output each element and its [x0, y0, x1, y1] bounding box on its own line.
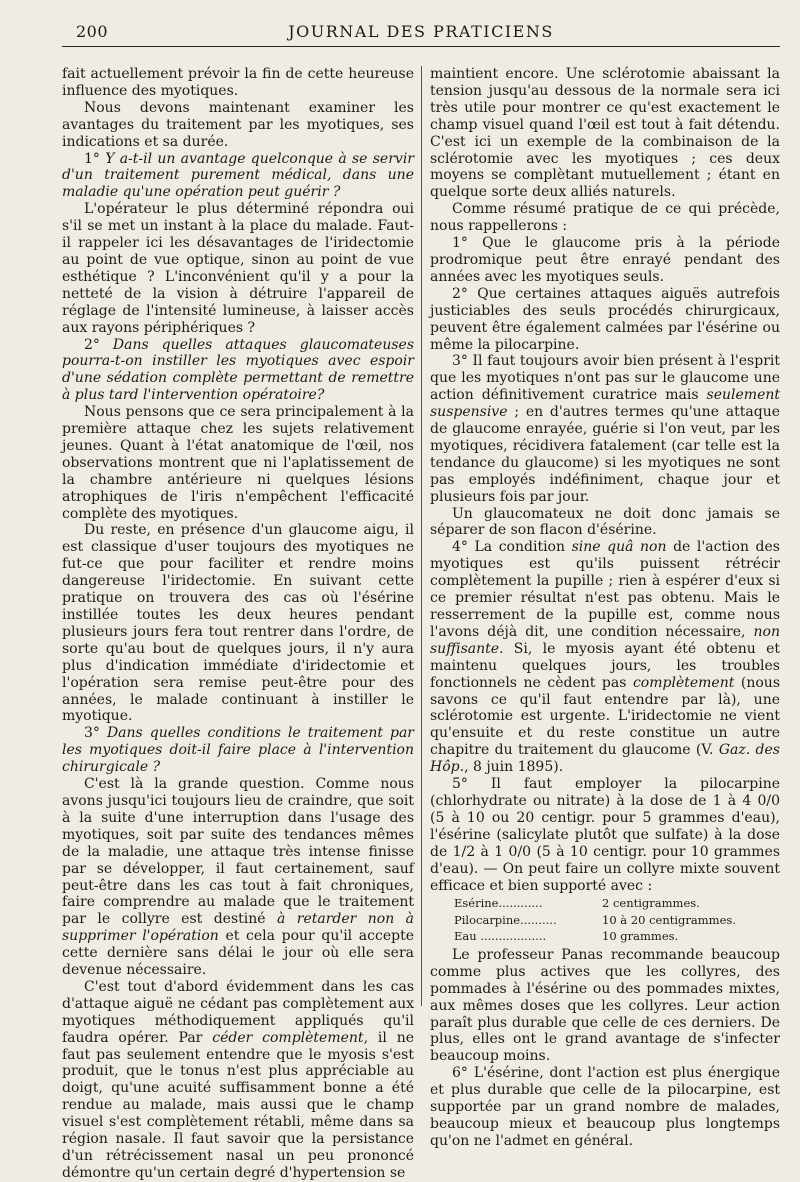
paragraph: [62, 404, 414, 522]
text-run: Nous pensons que ce sera principalement à la première attaque chez les sujets relativement jeunes. Quant à l'état anatomique de l'œil, nos observations montrent que ni l'aplatissement de la chambre antérieure ni quelques lésions atrophiques de l'iris n'empêchent l'efficacité complète des myotiques.: [62, 404, 414, 522]
text-run: fait actuellement prévoir la fin de cette heureuse influence des myotiques.: [62, 66, 414, 99]
paragraph: [62, 151, 414, 202]
italic-text: complètement: [632, 674, 735, 691]
paragraph: [430, 66, 780, 201]
paragraph: [430, 947, 780, 1065]
paragraph: [430, 235, 780, 286]
ingredient-name: Esérine............: [454, 896, 543, 911]
ingredient-name: Pilocarpine..........: [454, 912, 557, 927]
text-run: L'opérateur le plus déterminé répondra oui s'il se met un instant à la place du malade. Faut-il rappeler ici les désavantages de l'iridectomie au point de vue optique, sinon au point de vue esthétique ? L'inconvénient qu'il y a pour la netteté de la vision à détruire l'appareil de réglage de l'intensité lumineuse, à laisser accès aux rayons périphériques ?: [62, 201, 414, 336]
paragraph: [430, 539, 780, 776]
prescription-row: [430, 895, 780, 912]
column-divider: [421, 66, 422, 1006]
ingredient-dose: 10 à 20 centigrammes.: [602, 912, 736, 927]
paragraph: [62, 201, 414, 336]
journal-title: JOURNAL DES PRATICIENS: [288, 22, 554, 41]
right-column: [430, 66, 781, 1149]
prescription-table: [430, 895, 780, 945]
paragraph: [62, 776, 414, 979]
text-run: ; en d'autres termes qu'une attaque de glaucome enrayée, guérie si l'on veut, par les myotiques, récidivera fatalement (car telle est la tendance du glaucome) si les myotiques ne sont pas employés indéfiniment, chaque jour et plusieurs fois par jour.: [430, 404, 780, 505]
text-run: , il ne faut pas seulement entendre que le myosis s'est produit, que le tonus n'est plus appréciable au doigt, qu'une acuité suffisamment bonne a été rendue au malade, mais aussi que le champ visuel s'est complètement rétabli, même dans sa région nasale. Il faut savoir que la persistance d'un rétrécissement nasal un peu prononcé démontre qu'un certain degré d'hypertension se: [62, 1029, 415, 1181]
paragraph: [62, 337, 414, 405]
text-run: C'est là la grande question. Comme nous avons jusqu'ici toujours lieu de craindre, que soit à la suite d'une interruption dans l'usage des myotiques, soit par suite des tendances mêmes de la maladie, une attaque très intense finisse par se développer, il faut certainement, sauf peut-être dans les cas tout à fait chroniques, faire comprendre au malade que le traitement par le collyre est destiné: [62, 776, 414, 928]
text-run: Comme résumé pratique de ce qui précède, nous rappellerons :: [430, 201, 780, 235]
text-run: 5° Il faut employer la pilocarpine (chlorhydrate ou nitrate) à la dose de 1 à 4 0/0 (5 à 10 ou 20 centigr. pour 5 grammes d'eau), l'ésérine (salicylate plutôt que sulfate) à la dose de 1/2 à 1 0/0 (5 à 10 centigr. pour 10 grammes d'eau). — On peut faire un collyre mixte souvent efficace et bien supporté avec :: [430, 776, 780, 894]
paragraph: [430, 353, 780, 505]
paragraph: [62, 66, 414, 100]
text-run: , 8 juin 1895).: [464, 759, 564, 776]
paragraph: [430, 776, 780, 894]
italic-text: Y a-t-il un avantage quelconque à se servir d'un traitement purement médical, dans une maladie qu'une opération peut guérir ?: [62, 150, 414, 201]
left-column: [62, 66, 415, 1181]
prescription-row: [430, 912, 780, 929]
text-run: de l'action des myotiques est qu'ils puissent rétrécir complètement la pupille ; rien à espérer d'eux si ce premier résultat n'est pas obtenu. Mais le resserrement de la pupille est, comme nous l'avons déjà dit, une condition nécessaire,: [430, 539, 780, 640]
ingredient-name: Eau ..................: [454, 929, 547, 944]
paragraph: [430, 286, 780, 354]
text-run: 6° L'ésérine, dont l'action est plus énergique et plus durable que celle de la pilocarpine, est supportée par un grand nombre de malades, beaucoup mieux et beaucoup plus longtemps qu'on ne l'admet en général.: [430, 1065, 780, 1149]
page-number: 200: [76, 22, 109, 41]
paragraph: [62, 522, 414, 725]
italic-text: Dans quelles conditions le traitement par les myotiques doit-il faire place à l'intervention chirurgicale ?: [62, 725, 414, 776]
text-run: Un glaucomateux ne doit donc jamais se séparer de son flacon d'ésérine.: [430, 505, 780, 539]
text-run: . Si, le myosis ayant été obtenu et maintenu quelques jours, les troubles fonctionnels ne cèdent pas: [430, 640, 780, 691]
text-run: 1° Que le glaucome pris à la période prodromique peut être enrayé pendant des années avec les myotiques seuls.: [430, 235, 780, 285]
ingredient-dose: 2 centigrammes.: [602, 896, 700, 911]
text-run: Le professeur Panas recommande beaucoup comme plus actives que les collyres, des pommades à l'ésérine ou des pommades mixtes, aux mêmes doses que les collyres. Leur action paraît plus durable que celle de ces derniers. De plus, elles ont le grand avantage de s'infecter beaucoup moins.: [430, 946, 780, 1065]
header-rule: [62, 46, 780, 47]
paragraph: [62, 979, 414, 1182]
ingredient-dose: 10 grammes.: [602, 929, 679, 944]
italic-text: céder complètement: [212, 1029, 364, 1046]
italic-text: Gaz. des Hôp.: [430, 742, 780, 776]
text-run: Nous devons maintenant examiner les avantages du traitement par les myotiques, ses indications et sa durée.: [62, 99, 414, 150]
text-run: 2° Que certaines attaques aiguës autrefois justiciables des seuls procédés chirurgicaux, peuvent être également calmées par l'ésérine ou même la pilocarpine.: [430, 285, 780, 353]
text-run: 3° Il faut toujours avoir bien présent à l'esprit que les myotiques n'ont pas sur le glaucome une action définitivement curatrice mais: [430, 353, 780, 404]
prescription-row: [430, 928, 780, 945]
paragraph: [430, 506, 780, 540]
text-run: 4° La condition: [452, 539, 572, 556]
italic-text: seulement suspensive: [430, 387, 780, 421]
paragraph: [62, 725, 414, 776]
italic-text: à retarder non à supprimer l'opération: [62, 911, 414, 945]
text-run: 3°: [84, 725, 107, 742]
paragraph: [62, 100, 414, 151]
text-run: maintient encore. Une sclérotomie abaissant la tension jusqu'au dessous de la normale sera ici très utile pour montrer ce qu'est exactement le champ visuel quand l'œil est tout à fait détendu. C'est ici un exemple de la combinaison de la sclérotomie avec les myotiques ; ces deux moyens se complètant mutuellement ; étant en quelque sorte deux alliés naturels.: [430, 66, 780, 201]
italic-text: sine quâ non: [571, 539, 667, 556]
text-run: 1°: [84, 150, 106, 167]
text-run: et cela pour qu'il accepte cette dernière sans délai le jour où elle sera devenue nécessaire.: [62, 928, 414, 979]
text-run: C'est tout d'abord évidemment dans les cas d'attaque aiguë ne cédant pas complètement aux myotiques méthodiquement appliqués qu'il faudra opérer. Par: [62, 978, 414, 1046]
italic-text: Dans quelles attaques glaucomateuses pourra-t-on instiller les myotiques avec espoir d'une sédation complète permettant de remettre à plus tard l'intervention opératoire?: [62, 336, 415, 404]
paragraph: [430, 1065, 780, 1150]
text-run: Du reste, en présence d'un glaucome aigu, il est classique d'user toujours des myotiques ne fut-ce que pour faciliter et rendre moins dangereuse l'iridectomie. En suivant cette pratique on trouvera des cas où l'ésérine instillée toutes les deux heures pendant plusieurs jours fera tout rentrer dans l'ordre, de sorte qu'au bout de quelques jours, il n'y aura plus d'indication immédiate d'iridectomie et l'opération sera remise peut-être pour des années, le malade continuant à instiller le myotique.: [62, 522, 414, 725]
paragraph: [430, 201, 780, 235]
page-header: [62, 20, 780, 46]
italic-text: non suffisante: [430, 623, 780, 657]
text-run: (nous savons ce qu'il faut entendre par là), une sclérotomie est urgente. L'iridectomie ne vient qu'ensuite et du reste constitue un autre chapitre du traitement du glaucome (V.: [430, 674, 781, 759]
text-run: 2°: [84, 336, 113, 353]
